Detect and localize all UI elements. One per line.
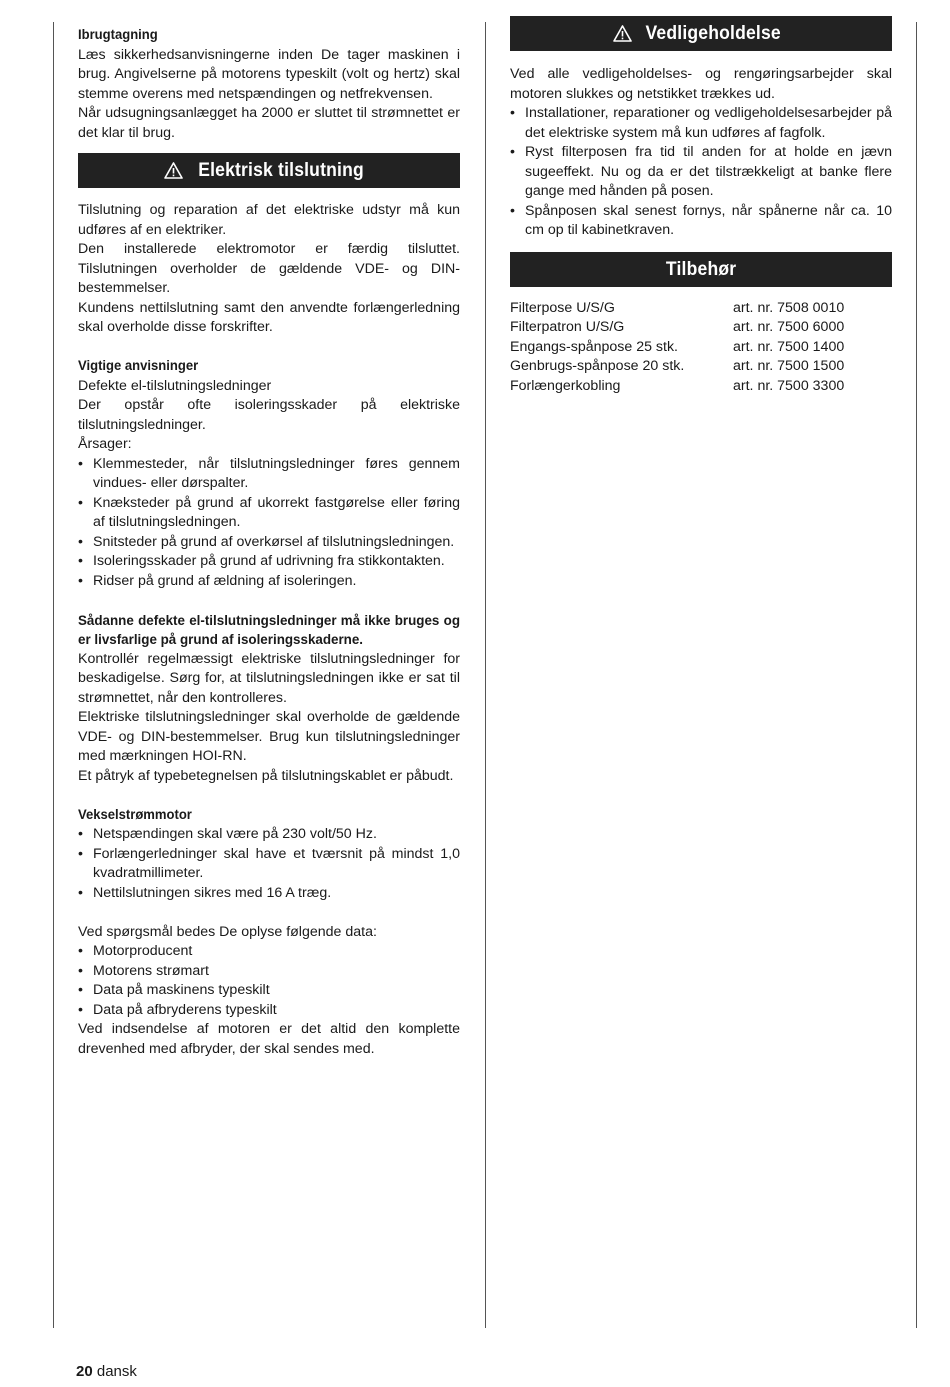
ibrugtagning-paragraph-2: Når udsugningsanlægget ha 2000 er sluttet til strømnettet er det klar til brug. [78,105,460,141]
questions-list [78,942,460,1020]
vigtige-paragraph-2: Der opstår ofte isoleringsskader på elektriske tilslutningsledninger. [78,397,460,433]
list-item: • Installationer, reparationer og vedligeholdelsesarbejder på det elektriske system må kun udføres af fagfolk. [510,104,892,143]
table-row [510,318,844,338]
tilbehor-banner [510,252,892,287]
list-item: • Netspændingen skal være på 230 volt/50 Hz. [78,825,460,845]
list-item: • Motorproducent [78,942,460,962]
vigtige-paragraph-1: Defekte el-tilslutningsledninger [78,377,272,394]
list-item: • Snitsteder på grund af overkørsel af tilslutningsledningen. [78,533,460,553]
ibrugtagning-paragraph-1: Læs sikkerhedsanvisningerne inden De tager maskinen i brug. Angivelserne på motorens typeskilt (volt og hertz) skal stemme overens med netspændingen og netfrekvensen. [78,46,460,102]
accessory-name: Filterpatron U/S/G [510,319,625,335]
vedligeholdelse-title: Vedligeholdelse [645,22,782,44]
list-item: • Data på maskinens typeskilt [78,981,460,1001]
table-row [510,338,844,358]
list-item: • Isoleringsskader på grund af udrivning fra stikkontakten. [78,552,460,572]
table-row [510,357,844,377]
ibrugtagning-heading: Ibrugtagning [78,27,158,43]
right-column [510,16,892,396]
control-paragraph-2: Elektriske tilslutningsledninger skal overholde de gældende VDE- og DIN-bestemmelser. Brug kun tilslutningsledninger med mærkningen HOI-RN. [78,709,460,764]
page-language: dansk [96,1363,137,1380]
questions-intro: Ved spørgsmål bedes De oplyse følgende data: [78,923,377,940]
table-row [510,299,844,319]
control-paragraph-1: Kontrollér regelmæssigt elektriske tilslutningsledninger for beskadigelse. Sørg for, at tilslutningsledningen ikke er sat til strømnettet, når den kontrolleres. [78,650,460,706]
warning-triangle-icon [613,25,632,42]
vekselstrommotor-heading: Vekselstrømmotor [78,806,192,823]
elektrisk-paragraph-3: Kundens nettilslutning samt den anvendte forlængerledning skal overholde disse forskrifter. [78,299,460,335]
accessories-table [510,299,844,397]
causes-list [78,455,460,592]
vedligeholdelse-list [510,104,892,241]
veksel-list [78,825,460,903]
right-margin-rule [916,22,917,1328]
list-item: • Spånposen skal senest fornys, når spånerne når ca. 10 cm op til kabinetkraven. [510,202,892,241]
elektrisk-paragraph-1: Tilslutning og reparation af det elektriske udstyr må kun udføres af en elektriker. [78,202,460,238]
list-item: • Ridser på grund af ældning af isoleringen. [78,572,460,592]
accessory-art-number: art. nr. 7500 1500 [733,358,845,374]
accessory-art-number: art. nr. 7500 3300 [733,377,845,394]
accessory-name: Engangs-spånpose 25 stk. [510,338,678,355]
vedligeholdelse-banner [510,16,892,51]
page-footer [76,1363,137,1380]
elektrisk-tilslutning-banner [78,153,460,188]
page-number: 20 [76,1363,93,1380]
list-item: • Data på afbryderens typeskilt [78,1001,460,1021]
list-item: • Forlængerledninger skal have et tværsnit på mindst 1,0 kvadratmillimeter. [78,845,460,884]
accessory-name: Forlængerkobling [510,377,621,394]
list-item: • Knæksteder på grund af ukorrekt fastgørelse eller føring af tilslutningsledningen. [78,494,460,533]
list-item: • Klemmesteder, når tilslutningsledninger føres gennem vindues- eller dørspalter. [78,455,460,494]
list-item: • Ryst filterposen fra tid til anden for at holde en jævn sugeeffekt. Nu og da er det tilstrækkeligt at banke flere gange med hånden på posen. [510,143,892,202]
accessory-name: Genbrugs-spånpose 20 stk. [510,358,685,374]
danger-warning-text: Sådanne defekte el-tilslutningsledninger må ikke bruges og er livsfarlige på grund af isoleringsskaderne. [78,612,460,647]
elektrisk-tilslutning-title: Elektrisk tilslutning [198,159,365,181]
accessory-name: Filterpose U/S/G [510,299,615,316]
left-column [78,26,460,1059]
accessory-art-number: art. nr. 7500 1400 [733,338,845,355]
questions-outro: Ved indsendelse af motoren er det altid den komplette drevenhed med afbryder, der skal sendes med. [78,1021,460,1057]
accessory-art-number: art. nr. 7500 6000 [733,319,845,335]
table-row [510,377,844,397]
control-paragraph-3: Et påtryk af typebetegnelsen på tilslutningskablet er påbudt. [78,767,454,784]
vedligeholdelse-paragraph: Ved alle vedligeholdelses- og rengøringsarbejder skal motoren slukkes og netstikket trækkes ud. [510,66,892,102]
elektrisk-paragraph-2: Den installerede elektromotor er færdig tilsluttet. Tilslutningen overholder de gældende VDE- og DIN-bestemmelser. [78,241,460,296]
vigtige-anvisninger-heading: Vigtige anvisninger [78,358,199,374]
warning-triangle-icon [164,162,183,179]
vigtige-paragraph-3: Årsager: [78,436,132,452]
left-margin-rule [53,22,54,1328]
accessory-art-number: art. nr. 7508 0010 [733,299,845,316]
tilbehor-title: Tilbehør [665,257,737,280]
list-item: • Nettilslutningen sikres med 16 A træg. [78,884,460,904]
column-divider-rule [485,22,486,1328]
list-item: • Motorens strømart [78,962,460,982]
